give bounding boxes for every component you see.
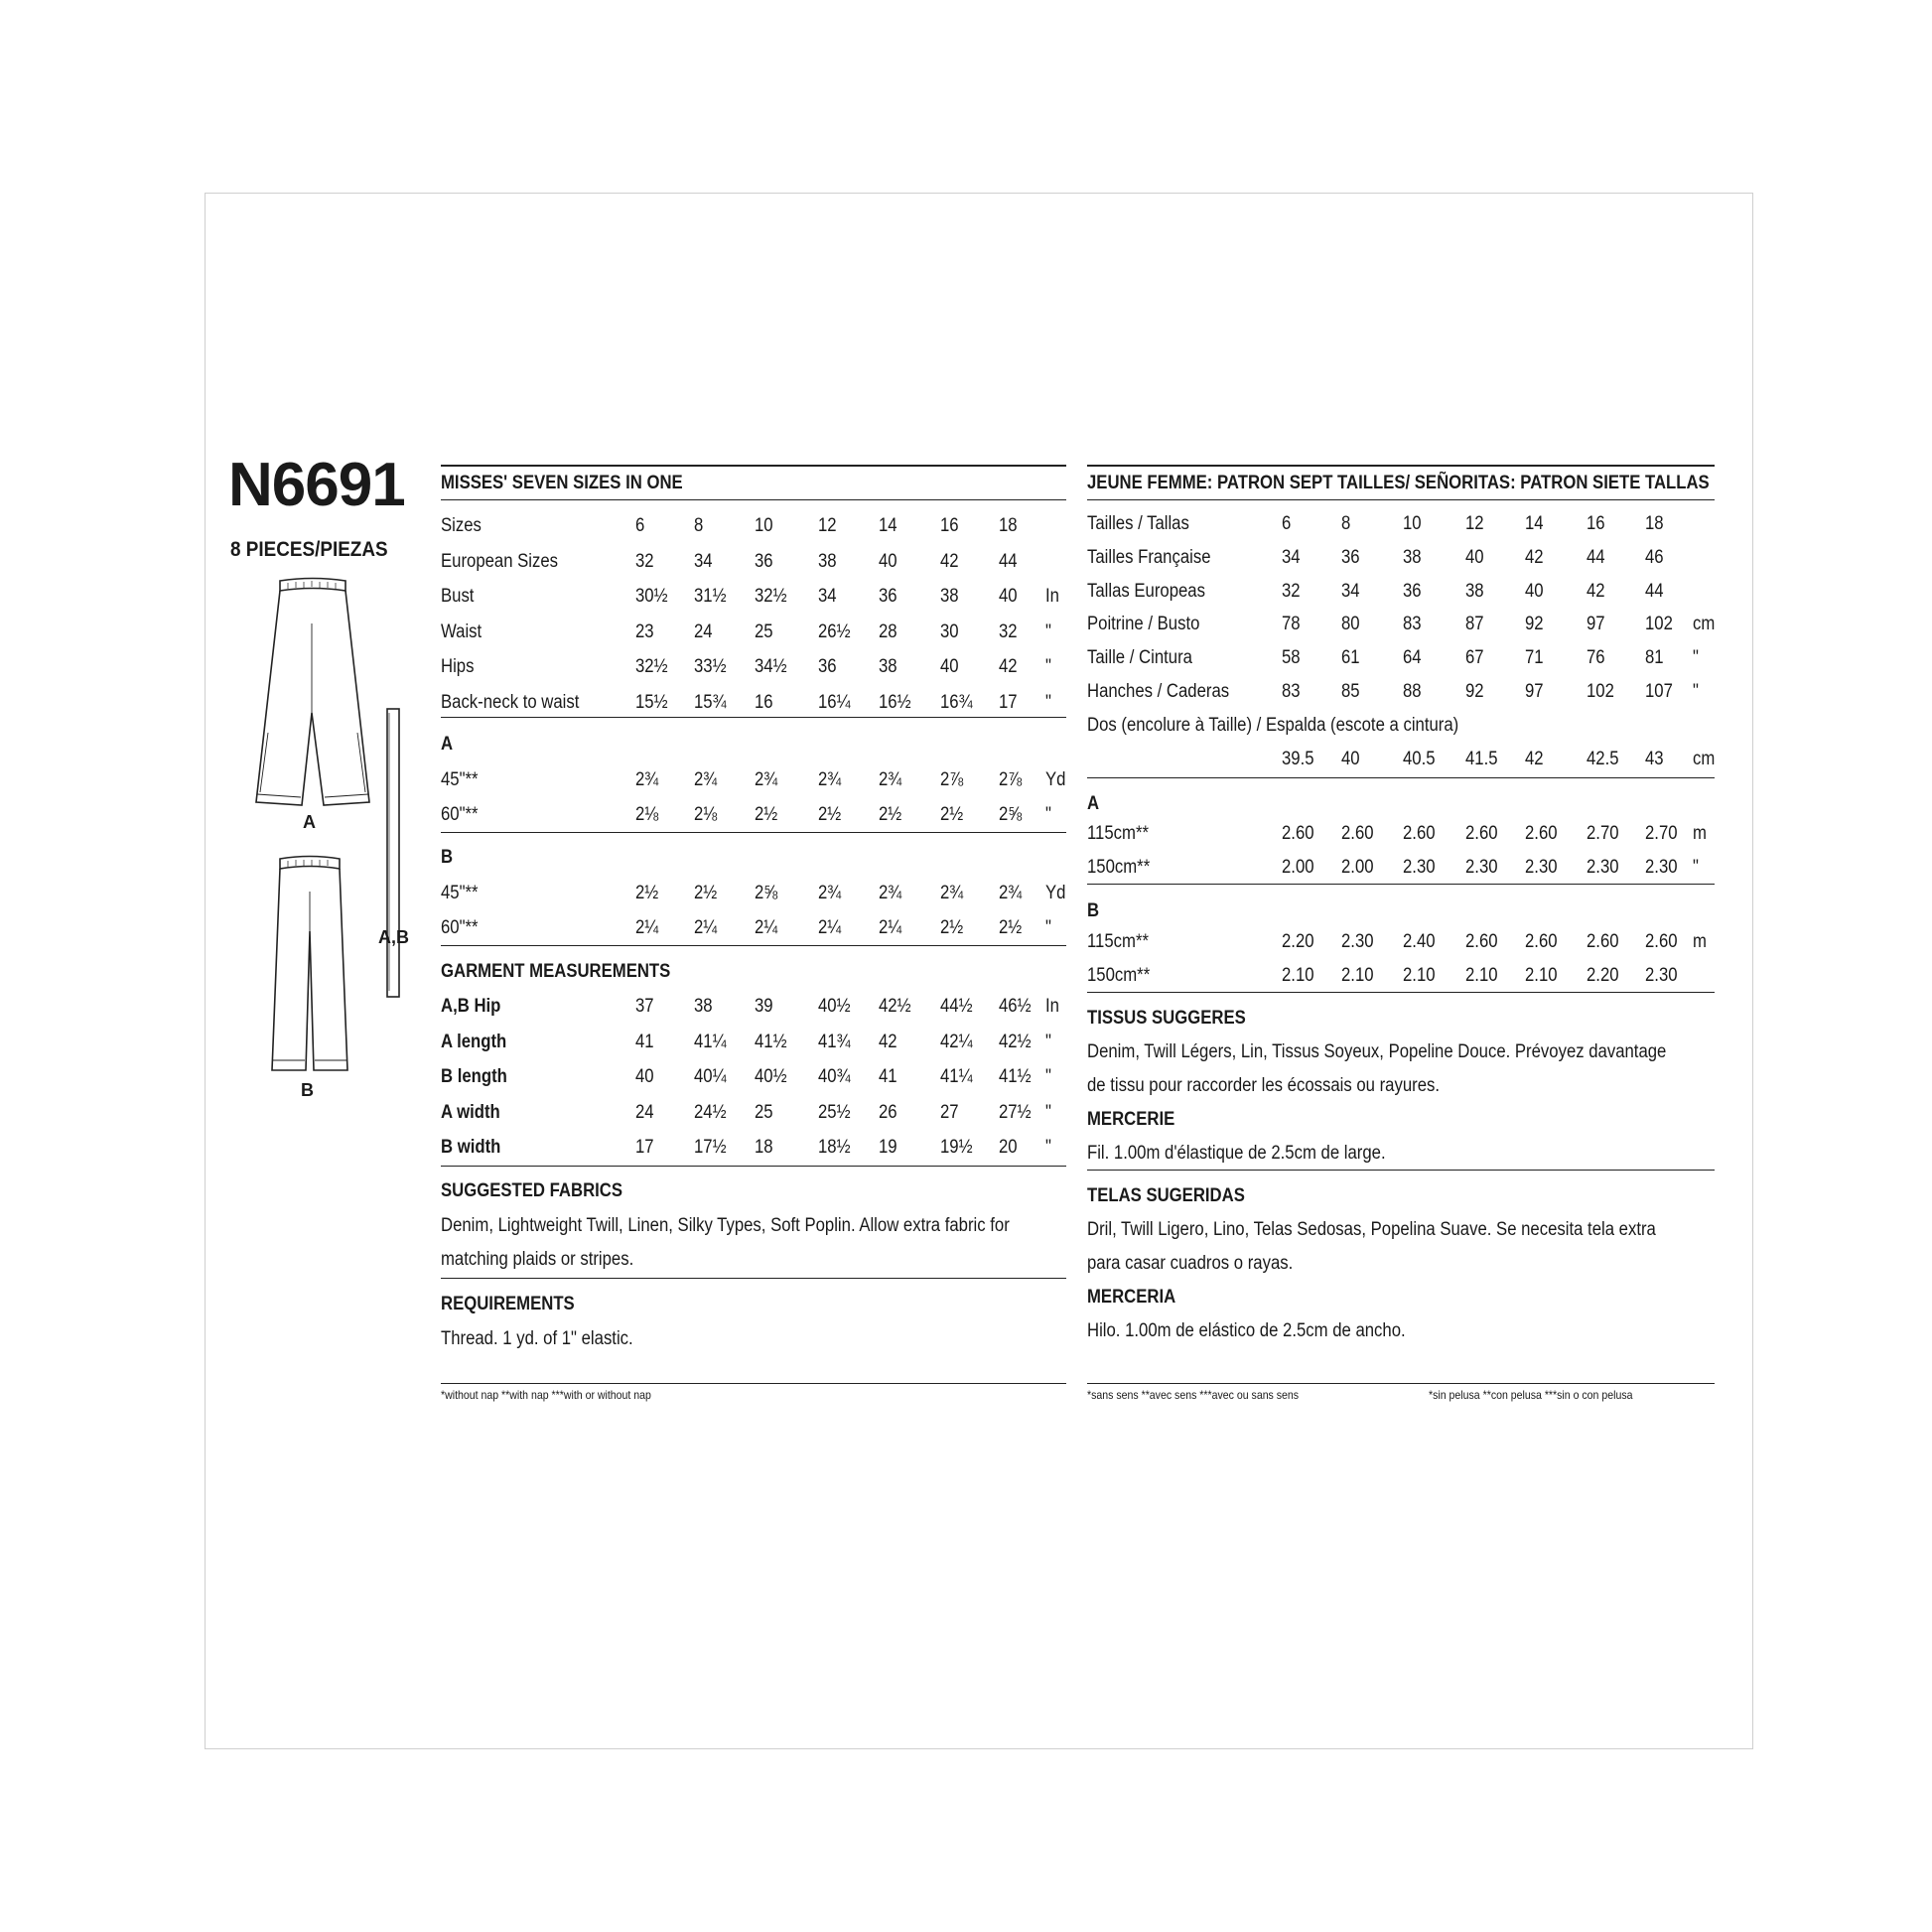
row-label: 45"**: [441, 883, 479, 903]
row-value: 41: [635, 1031, 654, 1052]
pieces-count: 8 PIECES/PIEZAS: [230, 538, 388, 561]
row-value: 38: [1403, 546, 1422, 568]
row-value: 81: [1645, 647, 1664, 669]
row-value: 58: [1282, 647, 1301, 669]
view-b-label: B: [301, 1080, 314, 1100]
row-value: 2.10: [1465, 965, 1498, 986]
row-value: 2½: [818, 804, 842, 825]
row-value: 2⅝: [999, 804, 1023, 825]
row-value: 18: [1645, 513, 1664, 534]
row-value: 16: [755, 691, 773, 713]
row-value: 17½: [694, 1137, 727, 1158]
row-value: 2⅛: [635, 804, 659, 825]
row-value: 24: [635, 1101, 654, 1123]
footnote-fr: *sans sens **avec sens ***avec ou sans sens: [1087, 1388, 1300, 1402]
row-value: 2.10: [1341, 965, 1374, 986]
row-value: 33½: [694, 656, 727, 677]
row-unit: In: [1045, 586, 1059, 607]
requirements-heading: REQUIREMENTS: [441, 1294, 575, 1314]
row-value: 34: [1282, 546, 1301, 568]
row-value: 2½: [755, 804, 778, 825]
row-value: 37: [635, 996, 654, 1017]
view-ab-label: A,B: [378, 927, 409, 947]
row-value: 85: [1341, 681, 1360, 702]
row-value: 42: [1587, 580, 1605, 602]
row-value: 44: [999, 550, 1018, 572]
row-value: 38: [940, 586, 959, 607]
row-label: Tailles Française: [1087, 546, 1211, 568]
row-value: 44: [1587, 546, 1605, 568]
row-unit: ": [1045, 621, 1051, 642]
row-label: 60"**: [441, 804, 479, 825]
row-value: 2.30: [1587, 857, 1619, 878]
telas-heading: TELAS SUGERIDAS: [1087, 1185, 1245, 1206]
footnote-es: *sin pelusa **con pelusa ***sin o con pelusa: [1429, 1388, 1633, 1402]
row-value: 40: [635, 1066, 654, 1087]
row-value: 71: [1525, 647, 1544, 669]
row-value: 43: [1645, 749, 1664, 769]
row-value: 2¾: [879, 883, 902, 903]
row-value: 2½: [940, 917, 964, 938]
row-value: 87: [1465, 614, 1484, 635]
row-unit: Yd: [1045, 769, 1066, 790]
row-value: 36: [1341, 546, 1360, 568]
row-label: Tailles / Tallas: [1087, 513, 1189, 534]
row-value: 15¾: [694, 691, 727, 713]
row-value: 2.30: [1465, 857, 1498, 878]
row-label: Back-neck to waist: [441, 691, 580, 713]
row-value: 2.30: [1403, 857, 1436, 878]
row-unit: Yd: [1045, 883, 1066, 903]
row-value: 2.60: [1465, 931, 1498, 952]
row-value: 46½: [999, 996, 1032, 1017]
row-value: 2¾: [879, 769, 902, 790]
row-value: 10: [755, 515, 773, 536]
row-label: Hanches / Caderas: [1087, 681, 1230, 702]
row-value: 40.5: [1403, 749, 1436, 769]
row-value: 25: [755, 621, 773, 642]
row-label: A width: [441, 1101, 500, 1123]
row-value: 32½: [635, 656, 668, 677]
row-value: 78: [1282, 614, 1301, 635]
row-value: 2¾: [755, 769, 778, 790]
view-b-heading: B: [441, 847, 454, 868]
row-value: 38: [818, 550, 837, 572]
row-value: 30½: [635, 586, 668, 607]
row-value: 2.30: [1341, 931, 1374, 952]
row-value: 88: [1403, 681, 1422, 702]
view-b-drawing: [272, 857, 347, 1071]
row-value: 2.60: [1282, 823, 1314, 844]
row-unit: ": [1045, 1137, 1051, 1158]
mercerie-heading: MERCERIE: [1087, 1109, 1175, 1130]
row-value: 2¾: [635, 769, 659, 790]
row-unit: In: [1045, 996, 1059, 1017]
row-value: 42½: [879, 996, 911, 1017]
row-value: 2½: [999, 917, 1023, 938]
row-value: 25½: [818, 1101, 851, 1123]
row-label: B length: [441, 1066, 507, 1087]
row-value: 26½: [818, 621, 851, 642]
row-value: 36: [818, 656, 837, 677]
row-value: 2½: [635, 883, 659, 903]
row-value: 40½: [755, 1066, 787, 1087]
row-value: 42.5: [1587, 749, 1619, 769]
row-value: 2.20: [1587, 965, 1619, 986]
row-value: 16: [1587, 513, 1605, 534]
row-value: 23: [635, 621, 654, 642]
row-value: 2.70: [1645, 823, 1678, 844]
row-value: 16¾: [940, 691, 973, 713]
garment-heading: GARMENT MEASUREMENTS: [441, 961, 671, 982]
row-value: 2.60: [1341, 823, 1374, 844]
row-value: 39: [755, 996, 773, 1017]
row-value: 15½: [635, 691, 668, 713]
row-unit: cm: [1693, 749, 1716, 769]
row-label: Hips: [441, 656, 475, 677]
row-value: 41½: [999, 1066, 1032, 1087]
row-value: 14: [1525, 513, 1544, 534]
row-value: 2¼: [635, 917, 659, 938]
row-value: 8: [694, 515, 704, 536]
row-label: European Sizes: [441, 550, 559, 572]
row-value: 2.30: [1645, 857, 1678, 878]
row-unit: ": [1045, 917, 1051, 938]
row-unit: m: [1693, 931, 1707, 952]
row-label: 60"**: [441, 917, 479, 938]
row-value: 32½: [755, 586, 787, 607]
row-value: 2.60: [1587, 931, 1619, 952]
row-value: 31½: [694, 586, 727, 607]
row-value: 2.60: [1525, 823, 1558, 844]
row-value: 41½: [755, 1031, 787, 1052]
row-value: 40: [1341, 749, 1360, 769]
row-value: 2¼: [755, 917, 778, 938]
row-value: 2.20: [1282, 931, 1314, 952]
row-value: 10: [1403, 513, 1422, 534]
row-value: 16¼: [818, 691, 851, 713]
row-label: Taille / Cintura: [1087, 647, 1192, 669]
view-a-heading: A: [1087, 793, 1100, 814]
row-label: 45"**: [441, 769, 479, 790]
requirements-text: Thread. 1 yd. of 1" elastic.: [441, 1328, 633, 1349]
row-label: 150cm**: [1087, 857, 1151, 878]
row-value: 16½: [879, 691, 911, 713]
row-value: 44½: [940, 996, 973, 1017]
tie-drawing: [387, 709, 399, 997]
row-label: B width: [441, 1137, 501, 1158]
row-value: 18: [755, 1137, 773, 1158]
merceria-text: Hilo. 1.00m de elástico de 2.5cm de ancho.: [1087, 1320, 1406, 1341]
row-unit: ": [1045, 691, 1051, 713]
row-value: 2¾: [999, 883, 1023, 903]
row-value: 41¾: [818, 1031, 851, 1052]
row-label: Tallas Europeas: [1087, 580, 1205, 602]
tissus-text: Denim, Twill Légers, Lin, Tissus Soyeux, Popeline Douce. Prévoyez davantage: [1087, 1041, 1667, 1062]
row-value: 2¾: [818, 769, 842, 790]
row-value: 42½: [999, 1031, 1032, 1052]
row-value: 2.30: [1525, 857, 1558, 878]
row-unit: m: [1693, 823, 1707, 844]
row-label: Bust: [441, 586, 475, 607]
row-value: 36: [755, 550, 773, 572]
row-value: 2.10: [1403, 965, 1436, 986]
pattern-number: N6691: [228, 451, 405, 519]
view-a-drawing: [256, 579, 369, 806]
row-value: 19½: [940, 1137, 973, 1158]
row-value: 25: [755, 1101, 773, 1123]
row-value: 2¼: [879, 917, 902, 938]
row-value: 36: [879, 586, 897, 607]
row-value: 2½: [879, 804, 902, 825]
row-value: 27½: [999, 1101, 1032, 1123]
row-value: 2.00: [1341, 857, 1374, 878]
row-value: 42: [1525, 546, 1544, 568]
row-value: 42: [999, 656, 1018, 677]
row-value: 2.60: [1645, 931, 1678, 952]
row-value: 42: [1525, 749, 1544, 769]
tissus-text: de tissu pour raccorder les écossais ou rayures.: [1087, 1075, 1441, 1096]
row-value: 2.30: [1645, 965, 1678, 986]
row-label: Waist: [441, 621, 483, 642]
row-value: 12: [1465, 513, 1484, 534]
row-value: 32: [999, 621, 1018, 642]
row-value: 2⅝: [755, 883, 778, 903]
row-value: 8: [1341, 513, 1351, 534]
row-unit: cm: [1693, 614, 1716, 635]
row-value: 19: [879, 1137, 897, 1158]
row-value: 2½: [940, 804, 964, 825]
row-value: 16: [940, 515, 959, 536]
view-a-label: A: [303, 812, 316, 832]
row-value: 2⅛: [694, 804, 718, 825]
row-value: 67: [1465, 647, 1484, 669]
row-value: 42: [879, 1031, 897, 1052]
row-value: 38: [1465, 580, 1484, 602]
fabrics-heading: SUGGESTED FABRICS: [441, 1180, 623, 1201]
row-value: 83: [1282, 681, 1301, 702]
row-value: 2½: [694, 883, 718, 903]
row-value: 24½: [694, 1101, 727, 1123]
telas-text: para casar cuadros o rayas.: [1087, 1253, 1294, 1274]
row-value: 83: [1403, 614, 1422, 635]
row-value: 34: [1341, 580, 1360, 602]
row-value: 34½: [755, 656, 787, 677]
row-unit: ": [1045, 1066, 1051, 1087]
telas-text: Dril, Twill Ligero, Lino, Telas Sedosas, Popelina Suave. Se necesita tela extra: [1087, 1219, 1656, 1240]
fr-title: JEUNE FEMME: PATRON SEPT TAILLES/ SEÑORITAS: PATRON SIETE TALLAS: [1087, 473, 1710, 493]
row-value: 17: [635, 1137, 654, 1158]
english-column: [441, 465, 1066, 1402]
view-b-heading: B: [1087, 900, 1100, 921]
row-value: 97: [1587, 614, 1605, 635]
row-value: 39.5: [1282, 749, 1314, 769]
row-value: 12: [818, 515, 837, 536]
row-value: 40: [1465, 546, 1484, 568]
row-value: 41: [879, 1066, 897, 1087]
row-value: 34: [694, 550, 713, 572]
row-value: 61: [1341, 647, 1360, 669]
row-value: 80: [1341, 614, 1360, 635]
row-value: 102: [1645, 614, 1673, 635]
row-unit: ": [1045, 804, 1051, 825]
row-value: 20: [999, 1137, 1018, 1158]
row-value: 2¾: [940, 883, 964, 903]
row-value: 6: [1282, 513, 1292, 534]
row-label: A length: [441, 1031, 507, 1052]
row-value: 6: [635, 515, 645, 536]
row-value: 102: [1587, 681, 1614, 702]
tissus-heading: TISSUS SUGGERES: [1087, 1008, 1246, 1029]
row-value: 2¾: [818, 883, 842, 903]
row-value: 40: [1525, 580, 1544, 602]
mercerie-text: Fil. 1.00m d'élastique de 2.5cm de large.: [1087, 1143, 1386, 1164]
footnote: *without nap **with nap ***with or without nap: [441, 1388, 651, 1402]
row-value: 14: [879, 515, 897, 536]
row-value: 2.10: [1282, 965, 1314, 986]
row-value: 64: [1403, 647, 1422, 669]
row-unit: ": [1693, 681, 1699, 702]
row-value: 27: [940, 1101, 959, 1123]
row-value: 18½: [818, 1137, 851, 1158]
row-value: 40: [999, 586, 1018, 607]
fabrics-text: Denim, Lightweight Twill, Linen, Silky Types, Soft Poplin. Allow extra fabric for: [441, 1215, 1010, 1236]
row-unit: ": [1693, 857, 1699, 878]
fabrics-text: matching plaids or stripes.: [441, 1249, 634, 1270]
row-value: 40: [879, 550, 897, 572]
row-label: 115cm**: [1087, 931, 1149, 952]
row-value: 42: [940, 550, 959, 572]
row-label: Sizes: [441, 515, 482, 536]
row-value: 107: [1645, 681, 1673, 702]
row-value: 36: [1403, 580, 1422, 602]
row-value: 32: [1282, 580, 1301, 602]
row-label: A,B Hip: [441, 996, 501, 1017]
row-value: 38: [879, 656, 897, 677]
row-value: 38: [694, 996, 713, 1017]
row-value: 26: [879, 1101, 897, 1123]
row-value: 40¼: [694, 1066, 727, 1087]
technical-drawings: [228, 564, 417, 1100]
row-value: 97: [1525, 681, 1544, 702]
dos-label: Dos (encolure à Taille) / Espalda (escote a cintura): [1087, 715, 1459, 736]
row-value: 40½: [818, 996, 851, 1017]
row-value: 46: [1645, 546, 1664, 568]
row-value: 2.60: [1403, 823, 1436, 844]
row-value: 2.00: [1282, 857, 1314, 878]
row-value: 2⅞: [999, 769, 1023, 790]
row-value: 18: [999, 515, 1018, 536]
row-value: 2¼: [694, 917, 718, 938]
row-value: 2¼: [818, 917, 842, 938]
row-value: 42¼: [940, 1031, 973, 1052]
row-label: 115cm**: [1087, 823, 1149, 844]
row-value: 32: [635, 550, 654, 572]
row-value: 2⅞: [940, 769, 964, 790]
row-value: 44: [1645, 580, 1664, 602]
row-unit: ": [1693, 647, 1699, 669]
en-title: MISSES' SEVEN SIZES IN ONE: [441, 473, 683, 493]
row-value: 41.5: [1465, 749, 1498, 769]
row-value: 40¾: [818, 1066, 851, 1087]
row-value: 76: [1587, 647, 1605, 669]
row-value: 2¾: [694, 769, 718, 790]
row-value: 17: [999, 691, 1018, 713]
row-unit: ": [1045, 1031, 1051, 1052]
row-unit: ": [1045, 656, 1051, 677]
row-value: 2.10: [1525, 965, 1558, 986]
row-value: 24: [694, 621, 713, 642]
merceria-heading: MERCERIA: [1087, 1287, 1176, 1308]
row-value: 2.60: [1525, 931, 1558, 952]
row-value: 41¼: [694, 1031, 727, 1052]
row-value: 30: [940, 621, 959, 642]
view-a-heading: A: [441, 734, 454, 755]
row-value: 40: [940, 656, 959, 677]
row-label: Poitrine / Busto: [1087, 614, 1200, 635]
row-unit: ": [1045, 1101, 1051, 1123]
row-value: 2.60: [1465, 823, 1498, 844]
row-value: 2.70: [1587, 823, 1619, 844]
row-value: 92: [1465, 681, 1484, 702]
row-value: 28: [879, 621, 897, 642]
french-spanish-column: [1087, 465, 1716, 1402]
row-value: 2.40: [1403, 931, 1436, 952]
row-value: 92: [1525, 614, 1544, 635]
row-value: 41¼: [940, 1066, 973, 1087]
row-value: 34: [818, 586, 837, 607]
row-label: 150cm**: [1087, 965, 1151, 986]
